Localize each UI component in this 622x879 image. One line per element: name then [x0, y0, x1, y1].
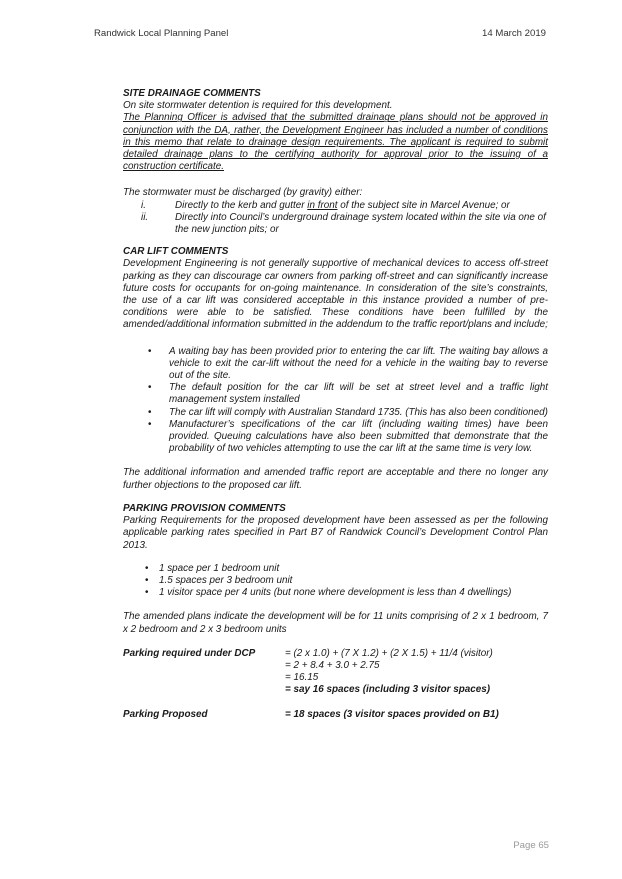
bullet-icon: •: [145, 562, 149, 574]
parking-required-calc: [123, 648, 548, 697]
list-item: • 1 space per 1 bedroom unit: [123, 563, 548, 575]
list-item: [123, 212, 548, 236]
list-item: • A waiting bay has been provided prior to entering the car lift. The waiting bay allows a vehicle to exit the car-lift without the need for a vehicle in the waiting bay to reverse out of the site.: [123, 346, 548, 383]
bullet-icon: •: [148, 345, 152, 357]
drainage-heading: SITE DRAINAGE COMMENTS: [123, 88, 261, 99]
discharge-options-list: [123, 200, 548, 237]
header-committee-name: Randwick Local Planning Panel: [94, 28, 229, 39]
list-item-number: ii.: [141, 211, 149, 223]
list-item: • The default position for the car lift will be set at street level and a traffic light management system installed: [123, 382, 548, 406]
bullet-icon: •: [145, 587, 149, 599]
discharge-intro: The stormwater must be discharged (by gravity) either:: [123, 187, 363, 199]
carlift-conclusion: The additional information and amended traffic report are acceptable and there no longer any further objections to the proposed car lift.: [123, 467, 548, 491]
calc-line: = 16.15: [285, 672, 319, 684]
parking-required-result: = say 16 spaces (including 3 visitor spaces): [285, 684, 491, 696]
parking-amended-plans: The amended plans indicate the development will be for 11 units comprising of 2 x 1 bedroom, 7 x 2 bedroom and 2 x 3 bedroom units: [123, 611, 548, 635]
drainage-intro: On site stormwater detention is required for this development.: [123, 100, 393, 112]
list-item-number: i.: [141, 199, 146, 211]
parking-required-label: Parking required under DCP: [123, 647, 256, 659]
list-item: • 1 visitor space per 4 units (but none where development is less than 4 dwellings): [123, 587, 548, 599]
parking-intro: Parking Requirements for the proposed development have been assessed as per the following applicable parking rates specified in Part B7 of Randwick Council’s Development Control Plan 2013.: [123, 515, 548, 551]
list-item: [123, 200, 548, 212]
parking-rates-list: [123, 563, 548, 600]
list-item: • Manufacturer’s specifications of the car lift (including waiting times) have been provided. Queuing calculations have also been submitted that demonstrate that the probability of two vehicles attempting to use the car lift at the same time is very low.: [123, 419, 548, 456]
drainage-officer-note: The Planning Officer is advised that the submitted drainage plans should not be approved in conjunction with the DA, rather, the Development Engineer has included a number of conditions in this memo that relate to drainage design requirements. The applicant is required to submit detailed drainage plans to the certifying authority for approval prior to the issuing of a construction certificate.: [123, 112, 548, 173]
bullet-icon: •: [148, 382, 152, 394]
parking-heading: PARKING PROVISION COMMENTS: [123, 502, 286, 514]
list-item: • 1.5 spaces per 3 bedroom unit: [123, 575, 548, 587]
bullet-icon: •: [145, 574, 149, 586]
list-item-text: Directly to the kerb and gutter in front of the subject site in Marcel Avenue; or: [175, 199, 510, 211]
carlift-heading: CAR LIFT COMMENTS: [123, 246, 229, 258]
calc-line: = 2 + 8.4 + 3.0 + 2.75: [285, 659, 380, 671]
list-item-text: Directly into Council’s underground drainage system located within the site via one of the new junction pits; or: [175, 211, 546, 236]
parking-proposed-label: Parking Proposed: [123, 708, 208, 720]
list-item: • The car lift will comply with Australian Standard 1735. (This has also been conditioned): [123, 407, 548, 419]
bullet-icon: •: [148, 418, 152, 430]
header-date: 14 March 2019: [482, 28, 546, 39]
page-number: Page 65: [513, 840, 549, 851]
carlift-conditions-list: [123, 346, 548, 456]
carlift-intro: Development Engineering is not generally supportive of mechanical devices to access off-street parking as they can discourage car owners from parking off-street and can significantly increase future costs for occupants for on-going maintenance. In consideration of the site’s constraints, the use of a car lift was considered acceptable in this instance provided a number of pre-conditions were able to be satisfied. These conditions have been fulfilled by the amended/additional information submitted in the addendum to the traffic report/plans and include;: [123, 258, 548, 331]
parking-proposed-row: [123, 709, 548, 721]
bullet-icon: •: [148, 406, 152, 418]
parking-proposed-value: = 18 spaces (3 visitor spaces provided on B1): [285, 708, 499, 720]
calc-line: = (2 x 1.0) + (7 X 1.2) + (2 X 1.5) + 11/4 (visitor): [285, 647, 493, 659]
document-body: [123, 88, 548, 721]
